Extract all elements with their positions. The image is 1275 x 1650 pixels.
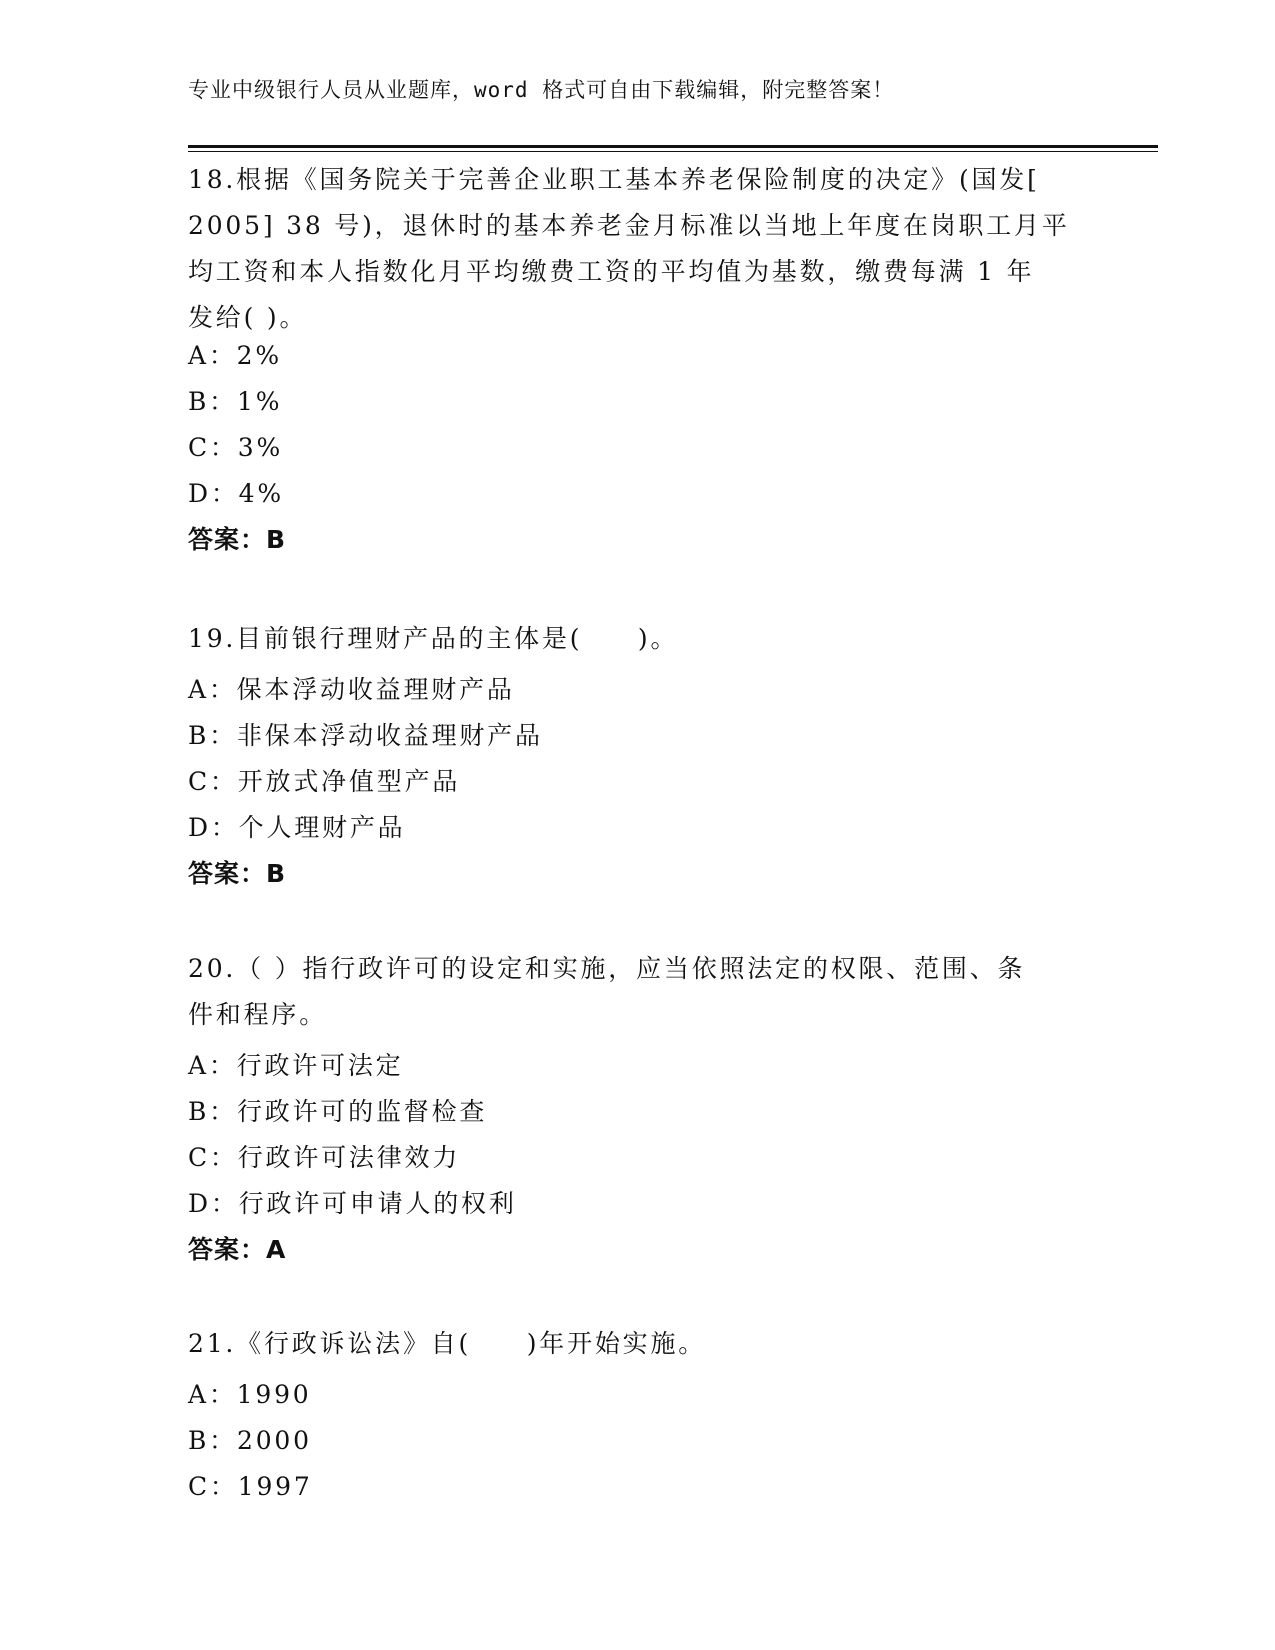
option-label: A：	[188, 1380, 237, 1409]
option-label: D：	[188, 479, 239, 508]
question-18-option-d	[188, 474, 284, 510]
question-18-option-b	[188, 382, 282, 418]
option-text: 行政许可法定	[236, 1051, 404, 1080]
question-19-option-b	[188, 716, 543, 752]
question-19-option-c	[188, 762, 460, 798]
option-text: 3%	[237, 433, 283, 462]
option-label: C：	[188, 1143, 238, 1172]
question-19-answer: 答案：B	[188, 859, 287, 888]
option-text: 个人理财产品	[238, 813, 406, 842]
option-text: 开放式净值型产品	[237, 767, 461, 796]
question-line: 20.（ ）指行政许可的设定和实施，应当依照法定的权限、范围、条	[188, 954, 1026, 983]
question-21-option-c	[188, 1467, 313, 1503]
option-text: 1990	[236, 1380, 312, 1409]
question-19-option-a	[188, 670, 515, 706]
option-text: 1997	[237, 1472, 313, 1501]
question-line: 2005] 38 号)，退休时的基本养老金月标准以当地上年度在岗职工月平	[188, 211, 1070, 240]
option-label: A：	[188, 341, 237, 370]
question-19-text	[188, 616, 678, 662]
option-label: A：	[188, 675, 237, 704]
option-label: B：	[188, 1097, 237, 1126]
option-text: 行政许可的监督检查	[236, 1097, 488, 1126]
question-21-text	[188, 1321, 706, 1367]
question-line: 件和程序。	[188, 1000, 328, 1029]
question-line: 21.《行政诉讼法》自( )年开始实施。	[188, 1329, 707, 1358]
option-text: 2000	[236, 1426, 312, 1455]
question-21-option-b	[188, 1421, 312, 1457]
question-20-answer: 答案：A	[188, 1235, 287, 1264]
question-20-option-a	[188, 1046, 403, 1082]
option-text: 4%	[238, 479, 284, 508]
option-text: 非保本浮动收益理财产品	[236, 721, 543, 750]
option-label: C：	[188, 767, 238, 796]
option-label: C：	[188, 433, 238, 462]
option-label: D：	[188, 1189, 239, 1218]
option-text: 2%	[236, 341, 282, 370]
option-label: B：	[188, 1426, 237, 1455]
option-text: 保本浮动收益理财产品	[236, 675, 515, 704]
question-line: 发给( )。	[188, 303, 308, 332]
option-text: 行政许可申请人的权利	[238, 1189, 517, 1218]
option-label: C：	[188, 1472, 238, 1501]
option-text: 1%	[236, 387, 283, 416]
question-18-text	[188, 157, 1070, 341]
question-line: 均工资和本人指数化月平均缴费工资的平均值为基数，缴费每满 1 年	[188, 257, 1035, 286]
question-20-option-d	[188, 1184, 517, 1220]
question-18-option-c	[188, 428, 283, 464]
option-text: 行政许可法律效力	[237, 1143, 461, 1172]
question-18-answer: 答案：B	[188, 525, 287, 554]
question-line: 19.目前银行理财产品的主体是( )。	[188, 624, 679, 653]
option-label: A：	[188, 1051, 237, 1080]
option-label: D：	[188, 813, 239, 842]
option-label: B：	[188, 387, 237, 416]
question-20-option-b	[188, 1092, 487, 1128]
question-18-option-a	[188, 336, 282, 372]
question-20-text	[188, 946, 1025, 1038]
header-rule-thin	[188, 151, 1158, 152]
question-line: 18.根据《国务院关于完善企业职工基本养老保险制度的决定》(国发[	[188, 165, 1040, 194]
question-19-option-d	[188, 808, 405, 844]
question-21-option-a	[188, 1375, 311, 1411]
question-20-option-c	[188, 1138, 460, 1174]
header-rule-thick	[188, 145, 1158, 148]
page-header: 专业中级银行人员从业题库，word 格式可自由下载编辑，附完整答案！	[188, 78, 895, 102]
option-label: B：	[188, 721, 237, 750]
